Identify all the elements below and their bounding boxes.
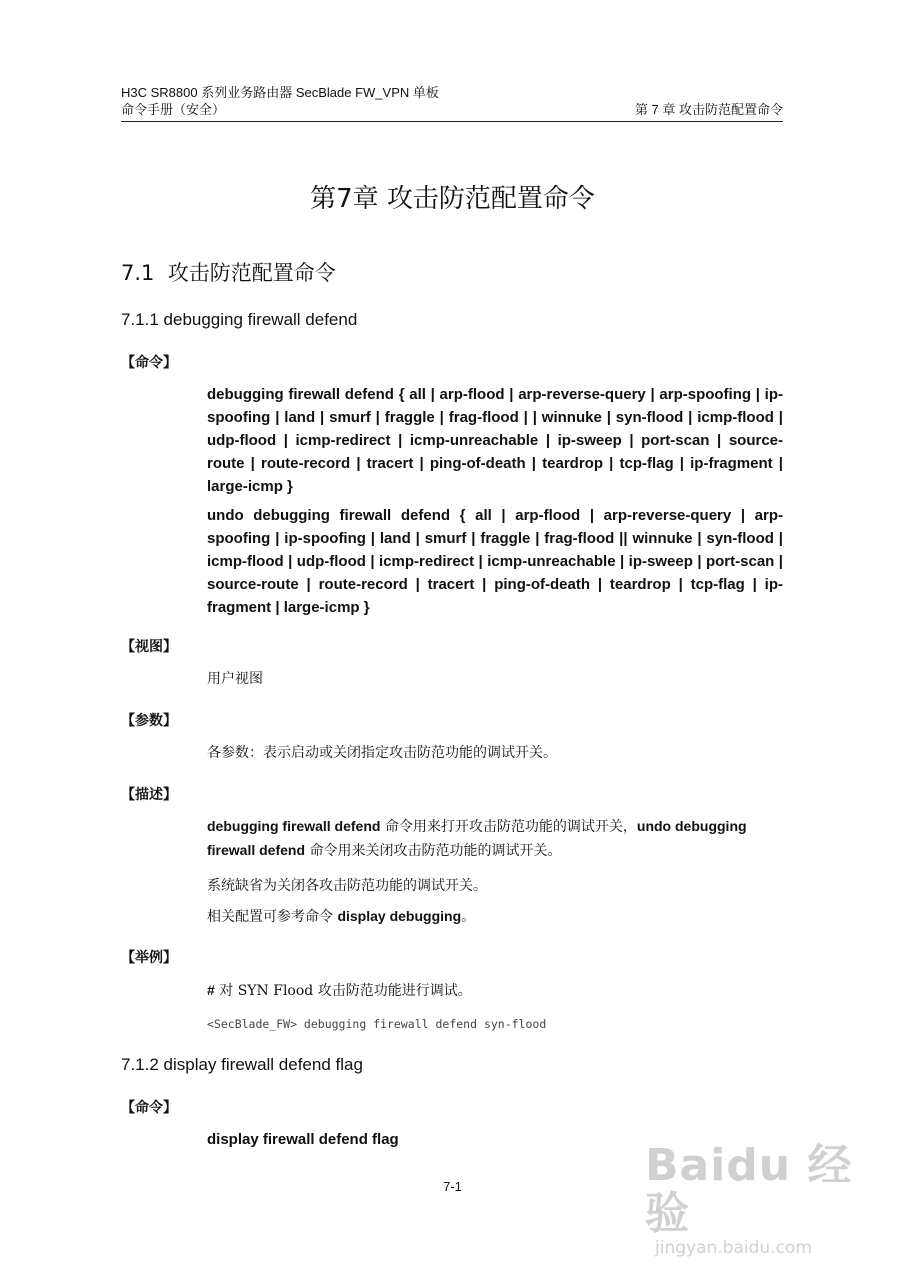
example-code: <SecBlade_FW> debugging firewall defend syn-flood bbox=[207, 1017, 547, 1031]
header-manual-name: 命令手册（安全） bbox=[121, 102, 226, 117]
section-title: 攻击防范配置命令 bbox=[167, 261, 336, 285]
undo-command-options: { all | arp-flood | arp-reverse-query | arp-spoofing | ip-spoofing | land | smurf | fraggle | frag-flood || winnuke | syn-flood | icmp-flood | udp-flood | icmp-redirect | icmp-unreachable | ip-sweep | port-scan | source-route | route-record | tracert | ping-of-death | teardrop | tcp-flag | ip-fragment | large-icmp } bbox=[207, 507, 784, 616]
description-text: 命令用来打开攻击防范功能的调试开关， bbox=[380, 819, 637, 835]
description-paragraph-2: 系统缺省为关闭各攻击防范功能的调试开关。 bbox=[207, 878, 487, 894]
page-header bbox=[121, 84, 783, 118]
section-number: 7.1 bbox=[121, 261, 155, 285]
watermark-url: jingyan.baidu.com bbox=[655, 1238, 812, 1258]
description-paragraph-3 bbox=[207, 905, 783, 929]
header-divider bbox=[121, 121, 783, 122]
label-command: 【命令】 bbox=[121, 355, 177, 371]
command-name-2: display firewall defend flag bbox=[207, 1131, 399, 1148]
description-paragraph-1 bbox=[207, 815, 783, 863]
header-product-line: H3C SR8800 系列业务路由器 SecBlade FW_VPN 单板 bbox=[121, 85, 439, 100]
description-undo-command: undo debugging firewall defend bbox=[207, 818, 747, 858]
label-parameters: 【参数】 bbox=[121, 713, 177, 729]
command-syntax bbox=[207, 383, 783, 498]
undo-command-name: undo debugging firewall defend bbox=[207, 507, 451, 524]
label-description: 【描述】 bbox=[121, 787, 177, 803]
command-options: { all | arp-flood | arp-reverse-query | arp-spoofing | ip-spoofing | land | smurf | fraggle | frag-flood | | winnuke | syn-flood | icmp-flood | udp-flood | icmp-redirect | icmp-unreachable | ip-sweep | port-scan | source-route | route-record | tracert | ping-of-death | teardrop | tcp-flag | ip-fragment | large-icmp } bbox=[207, 386, 784, 495]
chapter-title: 第7章 攻击防范配置命令 bbox=[310, 184, 595, 214]
watermark-brand: Baidu 经验 bbox=[645, 1140, 853, 1239]
label-command-2: 【命令】 bbox=[121, 1100, 177, 1116]
subsection-heading-1: 7.1.1 debugging firewall defend bbox=[121, 310, 358, 329]
parameters-text: 各参数：表示启动或关闭指定攻击防范功能的调试开关。 bbox=[207, 745, 557, 761]
section-heading bbox=[121, 257, 336, 287]
label-example: 【举例】 bbox=[121, 950, 177, 966]
view-text: 用户视图 bbox=[207, 671, 263, 687]
watermark bbox=[645, 1142, 855, 1258]
undo-command-syntax bbox=[207, 504, 783, 619]
example-description bbox=[207, 979, 783, 1003]
description-undo-text: 命令用来关闭攻击防范功能的调试开关。 bbox=[305, 843, 562, 859]
description-command: debugging firewall defend bbox=[207, 818, 381, 834]
page-number: 7-1 bbox=[443, 1179, 462, 1194]
command-name: debugging firewall defend bbox=[207, 386, 394, 403]
subsection-heading-2: 7.1.2 display firewall defend flag bbox=[121, 1055, 363, 1074]
example-hash: # bbox=[207, 982, 215, 998]
related-config-text: 相关配置可参考命令 bbox=[207, 909, 338, 925]
related-end: 。 bbox=[461, 909, 476, 925]
header-chapter-name: 第 7 章 攻击防范配置命令 bbox=[634, 102, 783, 117]
label-view: 【视图】 bbox=[121, 639, 177, 655]
related-command: display debugging bbox=[337, 908, 462, 924]
example-text: 对 SYN Flood 攻击防范功能进行调试。 bbox=[214, 983, 472, 999]
